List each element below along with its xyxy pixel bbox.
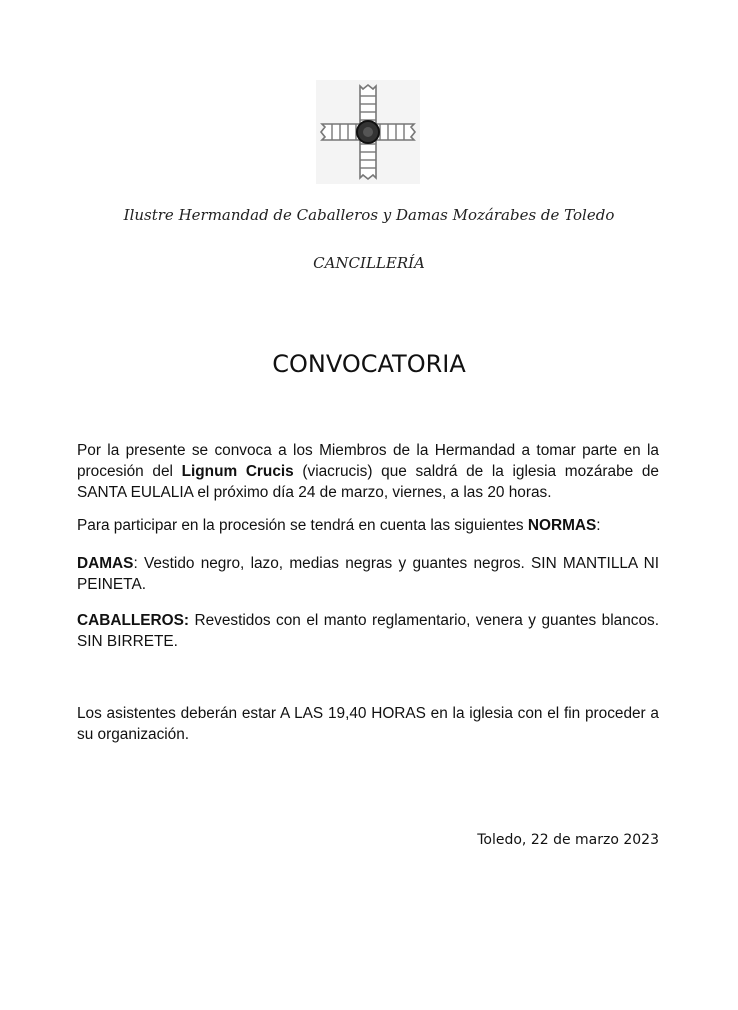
text: : Vestido negro, lazo, medias negras y guantes negros. SIN MANTILLA NI PEINETA. [77,555,659,593]
paragraph-attendance: Los asistentes deberán estar A LAS 19,40 HORAS en la iglesia con el fin proceder a su organización. [77,705,659,743]
paragraph-norms-intro [77,515,659,536]
text: Por la presente se convoca a los Miembros de la Hermandad a tomar parte en la procesión del [77,442,659,480]
text: Revestidos con el manto reglamentario, venera y guantes blancos. SIN BIRRETE. [77,612,659,650]
event-name: Lignum Crucis [181,463,294,480]
department-name: CANCILLERÍA [313,254,425,272]
document-date: Toledo, 22 de marzo 2023 [477,832,659,848]
paragraph-damas [77,553,659,595]
paragraph-caballeros [77,610,659,652]
cross-icon [316,80,420,184]
text: Para participar en la procesión se tendrá en cuenta las siguientes [77,517,528,534]
norms-label: NORMAS [527,517,597,534]
text: : [596,517,601,534]
organization-name: Ilustre Hermandad de Caballeros y Damas Mozárabes de Toledo [123,206,615,224]
paragraph-convocation [77,440,659,503]
damas-label: DAMAS [77,555,134,572]
text: (viacrucis) que saldrá de la iglesia mozárabe de SANTA EULALIA el próximo día 24 de marzo, viernes, a las 20 horas. [77,463,659,501]
page-title: CONVOCATORIA [272,350,466,378]
caballeros-label: CABALLEROS: [77,612,190,629]
